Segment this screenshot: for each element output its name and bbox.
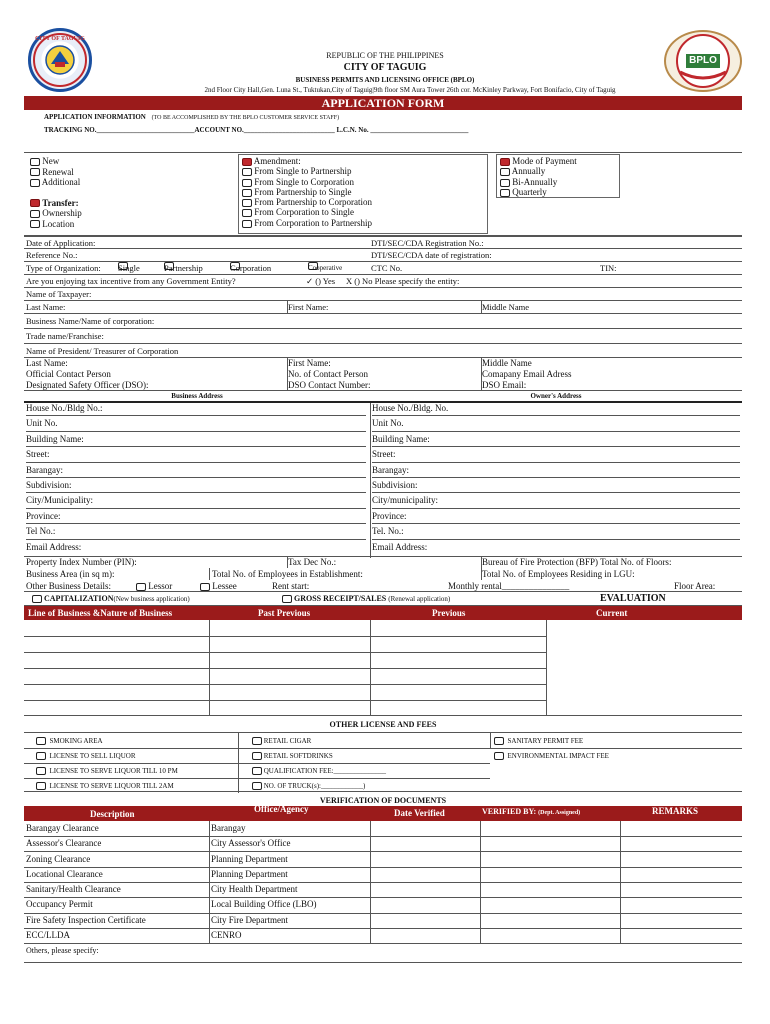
reference-no-field[interactable]: Reference No.: [26, 250, 78, 260]
city-title: CITY OF TAGUIG [343, 62, 427, 73]
business-address-item[interactable]: House No./Bldg No.: [26, 401, 366, 416]
business-address-item[interactable]: Subdivision: [26, 478, 366, 493]
partnership-single-option[interactable] [242, 187, 372, 197]
line-of-business-header: Line of Business &Nature of Business [28, 608, 173, 618]
org-type-label: Type of Organization: [26, 263, 101, 273]
cooperative-label: Cooperative [308, 264, 343, 272]
lessor-label: Lessor [148, 581, 173, 591]
owner-address-list [372, 401, 740, 555]
capitalization-note: (New business application) [113, 595, 190, 603]
lessor-option[interactable] [136, 581, 172, 593]
mode-of-payment-label: Mode of Payment [512, 156, 577, 166]
capitalization-option[interactable] [32, 594, 190, 603]
others-specify-label[interactable]: Others, please specify: [26, 946, 99, 956]
new-option[interactable] [30, 156, 82, 167]
additional-label: Additional [41, 177, 81, 187]
corporation-single-label: From Corporation to Single [254, 207, 354, 218]
single-partnership-checkbox[interactable] [242, 168, 252, 176]
location-option[interactable] [30, 219, 82, 230]
annually-label: Annually [511, 166, 546, 177]
license-col3 [494, 734, 609, 764]
seal-lettering: CITY OF TAGUIG [35, 36, 85, 42]
business-address-item[interactable]: Tel No.: [26, 524, 366, 539]
verified-by-label: VERIFIED BY: [482, 807, 537, 816]
transfer-label: Transfer: [42, 197, 79, 208]
amendment-option[interactable] [242, 156, 372, 166]
gross-receipt-option[interactable] [282, 594, 450, 603]
business-address-item[interactable]: Building Name: [26, 432, 366, 447]
transfer-checkbox[interactable] [30, 199, 40, 207]
monthly-rental-field[interactable]: Monthly rental_______________ [448, 581, 570, 591]
business-address-item[interactable]: Province: [26, 509, 366, 524]
page-title: APPLICATION FORM [24, 96, 742, 110]
verified-by-note: (Dept. Assigned) [538, 810, 581, 816]
bfp-floors-field[interactable]: Bureau of Fire Protection (BFP) Total No. of Floors: [482, 557, 672, 567]
tax-incentive-yes[interactable]: ✓ () Yes [306, 276, 336, 286]
owner-address-item[interactable]: City/municipality: [372, 493, 740, 508]
type-col1 [30, 156, 82, 229]
location-label: Location [42, 218, 75, 229]
taxpayer-last-name[interactable]: Last Name: [26, 302, 66, 312]
verification-header-row [24, 806, 742, 821]
annually-checkbox[interactable] [500, 168, 510, 176]
partnership-label: Partnership [164, 263, 203, 273]
mode-of-payment-checkbox[interactable] [500, 158, 510, 166]
lessee-label: Lessee [212, 581, 237, 591]
liquor-2am-option[interactable] [36, 779, 178, 794]
dso-field[interactable]: Designated Safety Officer (DSO): [26, 380, 149, 390]
retail-softdrinks-option[interactable] [252, 749, 386, 764]
corporation-partnership-option[interactable] [242, 218, 372, 228]
sanitary-permit-checkbox[interactable] [494, 737, 504, 745]
business-address-item[interactable]: Email Address: [26, 541, 82, 552]
table-row: Planning Department [211, 853, 288, 864]
location-checkbox[interactable] [30, 220, 40, 228]
corporation-single-checkbox[interactable] [242, 209, 252, 217]
table-row: CENRO [211, 930, 242, 941]
partnership-single-label: From Partnership to Single [254, 186, 352, 197]
corporation-partnership-label: From Corporation to Partnership [254, 217, 372, 228]
transfer-option[interactable] [30, 198, 82, 209]
property-block [24, 556, 742, 592]
amendment-checkbox[interactable] [242, 158, 252, 166]
current-header: Current [596, 608, 628, 618]
owner-address-item[interactable]: Barangay: [372, 463, 740, 478]
verified-by-header [482, 804, 580, 821]
environmental-fee-checkbox[interactable] [494, 752, 504, 760]
liquor-2am-label: LICENSE TO SERVE LIQUOR TILL 2AM [49, 782, 174, 790]
mode-of-payment-option[interactable] [500, 156, 577, 166]
president-block [24, 358, 742, 391]
quarterly-label: Quarterly [512, 186, 547, 197]
business-address-item[interactable]: City/Municipality: [26, 493, 366, 508]
capitalization-checkbox[interactable] [32, 595, 42, 603]
qualification-fee-checkbox[interactable] [252, 767, 262, 775]
environmental-fee-label: ENVIRONMENTAL IMPACT FEE [507, 752, 609, 760]
single-partnership-label: From Single to Partnership [254, 166, 352, 177]
smoking-area-option[interactable] [36, 734, 178, 749]
app-info-note: (TO BE ACCOMPLISHED BY THE BPLO CUSTOMER SERVICE STAFF) [151, 115, 340, 121]
sell-liquor-checkbox[interactable] [36, 752, 46, 760]
business-address-list [26, 401, 366, 555]
row-president [24, 344, 742, 358]
new-checkbox[interactable] [30, 158, 40, 166]
employees-field[interactable]: Total No. of Employees in Establishment: [212, 569, 363, 579]
date-verified-header: Date Verified [394, 808, 445, 818]
tracking-line: TRACKING NO.____________________________ACCOUNT NO.__________________________ L.C.N. No. ____________________________ [44, 126, 469, 134]
bi-annually-checkbox[interactable] [500, 179, 510, 187]
table-row: Local Building Office (LBO) [211, 899, 317, 910]
license-col1 [36, 734, 178, 794]
table-row: Planning Department [211, 868, 288, 879]
owner-address-item[interactable]: Street: [372, 447, 740, 462]
partnership-single-checkbox[interactable] [242, 189, 252, 197]
ctc-field[interactable]: CTC No. [371, 263, 403, 273]
dso-contact-field[interactable]: DSO Contact Number: [288, 380, 371, 390]
ownership-option[interactable] [30, 208, 82, 219]
lessor-checkbox[interactable] [136, 583, 146, 591]
liquor-10pm-label: LICENSE TO SERVE LIQUOR TILL 10 PM [49, 767, 178, 775]
type-col2 [242, 156, 372, 228]
partnership-corporation-label: From Partnership to Corporation [254, 197, 372, 208]
table-row: City Assessor's Office [211, 838, 291, 849]
liquor-10pm-checkbox[interactable] [36, 767, 46, 775]
date-of-application-field[interactable]: Date of Application: [26, 238, 96, 248]
ownership-checkbox[interactable] [30, 210, 40, 218]
row-taxpayer-names [24, 301, 742, 314]
verification-desc-col [26, 821, 146, 959]
taxpayer-first-name[interactable]: First Name: [288, 302, 329, 312]
past-previous-header: Past Previous [258, 608, 311, 618]
floor-area-field[interactable]: Floor Area: [674, 581, 716, 591]
no-of-truck-option[interactable] [252, 779, 386, 794]
sanitary-permit-option[interactable] [494, 734, 609, 749]
lessee-option[interactable] [200, 581, 237, 593]
office-name: BUSINESS PERMITS AND LICENSING OFFICE (BPLO) [295, 76, 475, 84]
corporation-partnership-checkbox[interactable] [242, 220, 252, 228]
owner-address-item[interactable]: Building Name: [372, 432, 740, 447]
owner-address-item[interactable]: Unit No. [372, 416, 740, 431]
owner-address-item[interactable]: Email Address: [372, 541, 428, 552]
gross-receipt-label: GROSS RECEIPT/SALES [294, 594, 387, 603]
description-header: Description [90, 809, 135, 819]
tax-incentive-label: Are you enjoying tax incentive from any Government Entity? [26, 276, 236, 286]
taxpayer-middle-name[interactable]: Middle Name [482, 302, 529, 312]
retail-cigar-option[interactable] [252, 734, 386, 749]
capitalization-label: CAPITALIZATION [44, 594, 114, 603]
row-reference [24, 249, 742, 262]
table-row: Barangay [211, 823, 246, 833]
environmental-fee-option[interactable] [494, 749, 609, 764]
bi-annually-option[interactable] [500, 177, 577, 187]
sell-liquor-option[interactable] [36, 749, 178, 764]
row-org-type [24, 262, 742, 275]
owner-address-item[interactable]: Tel. No.: [372, 524, 740, 539]
ownership-label: Ownership [42, 208, 82, 218]
tax-incentive-no[interactable]: X () No Please specify the entity: [346, 276, 460, 286]
retail-softdrinks-checkbox[interactable] [252, 752, 262, 760]
corporation-label: Corporation [230, 263, 272, 273]
business-address-item[interactable]: Street: [26, 447, 366, 462]
partnership-corporation-checkbox[interactable] [242, 199, 252, 207]
verification-title: VERIFICATION OF DOCUMENTS [319, 796, 447, 805]
gross-receipt-note: (Renewal application) [388, 595, 451, 603]
liquor-2am-checkbox[interactable] [36, 782, 46, 790]
remarks-header: REMARKS [652, 806, 699, 816]
renewal-checkbox[interactable] [30, 168, 40, 176]
table-row: Assessor's Clearance [26, 838, 102, 849]
lgu-employees-field[interactable]: Total No. of Employees Residing in LGU: [482, 569, 635, 579]
president-label: Name of President/ Treasurer of Corporation [26, 346, 179, 356]
table-row: Barangay Clearance [26, 823, 99, 833]
quarterly-option[interactable] [500, 187, 577, 197]
business-area-field[interactable]: Business Area (in sq m): [26, 569, 115, 579]
taxpayer-label: Name of Taxpayer: [26, 289, 92, 299]
row-date-app [24, 236, 742, 249]
president-last-name[interactable]: Last Name: [26, 358, 68, 368]
sell-liquor-label: LICENSE TO SELL LIQUOR [49, 752, 136, 760]
pin-field[interactable]: Property Index Number (PIN): [26, 557, 137, 567]
other-license-title: OTHER LICENSE AND FEES [329, 720, 437, 729]
business-address-header: Business Address [171, 392, 223, 400]
capital-row [24, 592, 742, 606]
table-row: Fire Safety Inspection Certificate [26, 914, 146, 925]
retail-cigar-checkbox[interactable] [252, 737, 262, 745]
single-partnership-option[interactable] [242, 166, 372, 176]
business-line-table [24, 620, 742, 716]
tin-field[interactable]: TIN: [600, 263, 617, 273]
official-contact-field[interactable]: Official Contact Person [26, 369, 111, 379]
single-corporation-checkbox[interactable] [242, 179, 252, 187]
qualification-fee-label: QUALIFICATION FEE:_______________ [263, 767, 387, 775]
owners-address-header: Owner's Address [530, 392, 582, 400]
renewal-option[interactable] [30, 167, 82, 178]
additional-option[interactable] [30, 177, 82, 188]
tax-dec-field[interactable]: Tax Dec No.: [288, 557, 337, 567]
business-name-field[interactable]: Business Name/Name of corporation: [26, 316, 155, 326]
republic-label: REPUBLIC OF THE PHILIPPINES [326, 51, 444, 60]
single-label: Single [118, 263, 140, 273]
additional-checkbox[interactable] [30, 179, 40, 187]
lessee-checkbox[interactable] [200, 583, 210, 591]
dti-registration-field[interactable]: DTI/SEC/CDA Registration No.: [371, 238, 484, 248]
bplo-logo-lettering: BPLO [689, 55, 717, 66]
table-row: City Health Department [211, 884, 298, 895]
trade-name-field[interactable]: Trade name/Franchise: [26, 331, 104, 341]
amendment-label: Amendment: [253, 156, 301, 166]
new-label: New [42, 156, 60, 166]
table-row: Occupancy Permit [26, 899, 93, 910]
no-of-truck-checkbox[interactable] [252, 782, 262, 790]
retail-cigar-label: RETAIL CIGAR [263, 737, 312, 745]
annually-option[interactable] [500, 166, 577, 176]
retail-softdrinks-label: RETAIL SOFTDRINKS [263, 752, 333, 760]
dti-date-field[interactable]: DTI/SEC/CDA date of registration: [371, 250, 492, 260]
app-info-label [44, 113, 339, 121]
renewal-label: Renewal [42, 166, 74, 177]
table-row: Zoning Clearance [26, 853, 91, 864]
owner-address-item[interactable]: House No./Bldg. No. [372, 401, 740, 416]
other-details-label: Other Business Details: [26, 581, 111, 591]
partnership-corporation-option[interactable] [242, 197, 372, 207]
previous-header: Previous [432, 608, 466, 618]
license-col2 [252, 734, 386, 794]
owner-address-item[interactable]: Subdivision: [372, 478, 740, 493]
contact-number-field[interactable]: No. of Contact Person [288, 369, 368, 379]
sanitary-permit-label: SANITARY PERMIT FEE [507, 737, 584, 745]
smoking-area-checkbox[interactable] [36, 737, 46, 745]
president-first-name[interactable]: First Name: [288, 358, 331, 368]
bi-annually-label: Bi-Annually [512, 176, 558, 187]
table-row: City Fire Department [211, 914, 288, 925]
office-address: 2nd Floor City Hall,Gen. Luna St., Tuktukan,City of Taguig|9th floor SM Aura Tower 26th cor. McKinley Parkway, Fort Bonifacio, City of Taguig [204, 86, 616, 94]
table-row: ECC/LLDA [26, 930, 70, 941]
type-col3 [500, 156, 577, 197]
table-row: Sanitary/Health Clearance [26, 884, 121, 895]
president-middle-name[interactable]: Middle Name [482, 358, 532, 368]
table-row: Locational Clearance [26, 868, 103, 879]
verification-office-col [211, 821, 317, 943]
owner-address-item[interactable]: Province: [372, 509, 740, 524]
dso-email-field[interactable]: DSO Email: [482, 380, 527, 390]
no-of-truck-label: NO. OF TRUCK(s):____________) [263, 782, 366, 790]
single-corporation-option[interactable] [242, 177, 372, 187]
gross-receipt-checkbox[interactable] [282, 595, 292, 603]
single-corporation-label: From Single to Corporation [254, 176, 354, 187]
row-business-name [24, 314, 742, 329]
app-info-title: APPLICATION INFORMATION [44, 113, 146, 121]
business-address-item[interactable]: Unit No. [26, 416, 366, 431]
evaluation-header: EVALUATION [600, 593, 666, 604]
row-trade-name [24, 329, 742, 344]
quarterly-checkbox[interactable] [500, 189, 510, 197]
row-tax-incentive [24, 275, 742, 288]
business-line-header-row [24, 606, 742, 620]
office-agency-header: Office/Agency [254, 804, 309, 814]
rent-start-field[interactable]: Rent start: [272, 581, 310, 591]
business-address-item[interactable]: Barangay: [26, 463, 366, 478]
smoking-area-label: SMOKING AREA [49, 737, 103, 745]
qualification-fee-option[interactable] [252, 764, 386, 779]
row-taxpayer [24, 288, 742, 301]
company-email-field[interactable]: Comapany Email Adress [482, 369, 572, 379]
liquor-10pm-option[interactable] [36, 764, 178, 779]
corporation-single-option[interactable] [242, 207, 372, 217]
